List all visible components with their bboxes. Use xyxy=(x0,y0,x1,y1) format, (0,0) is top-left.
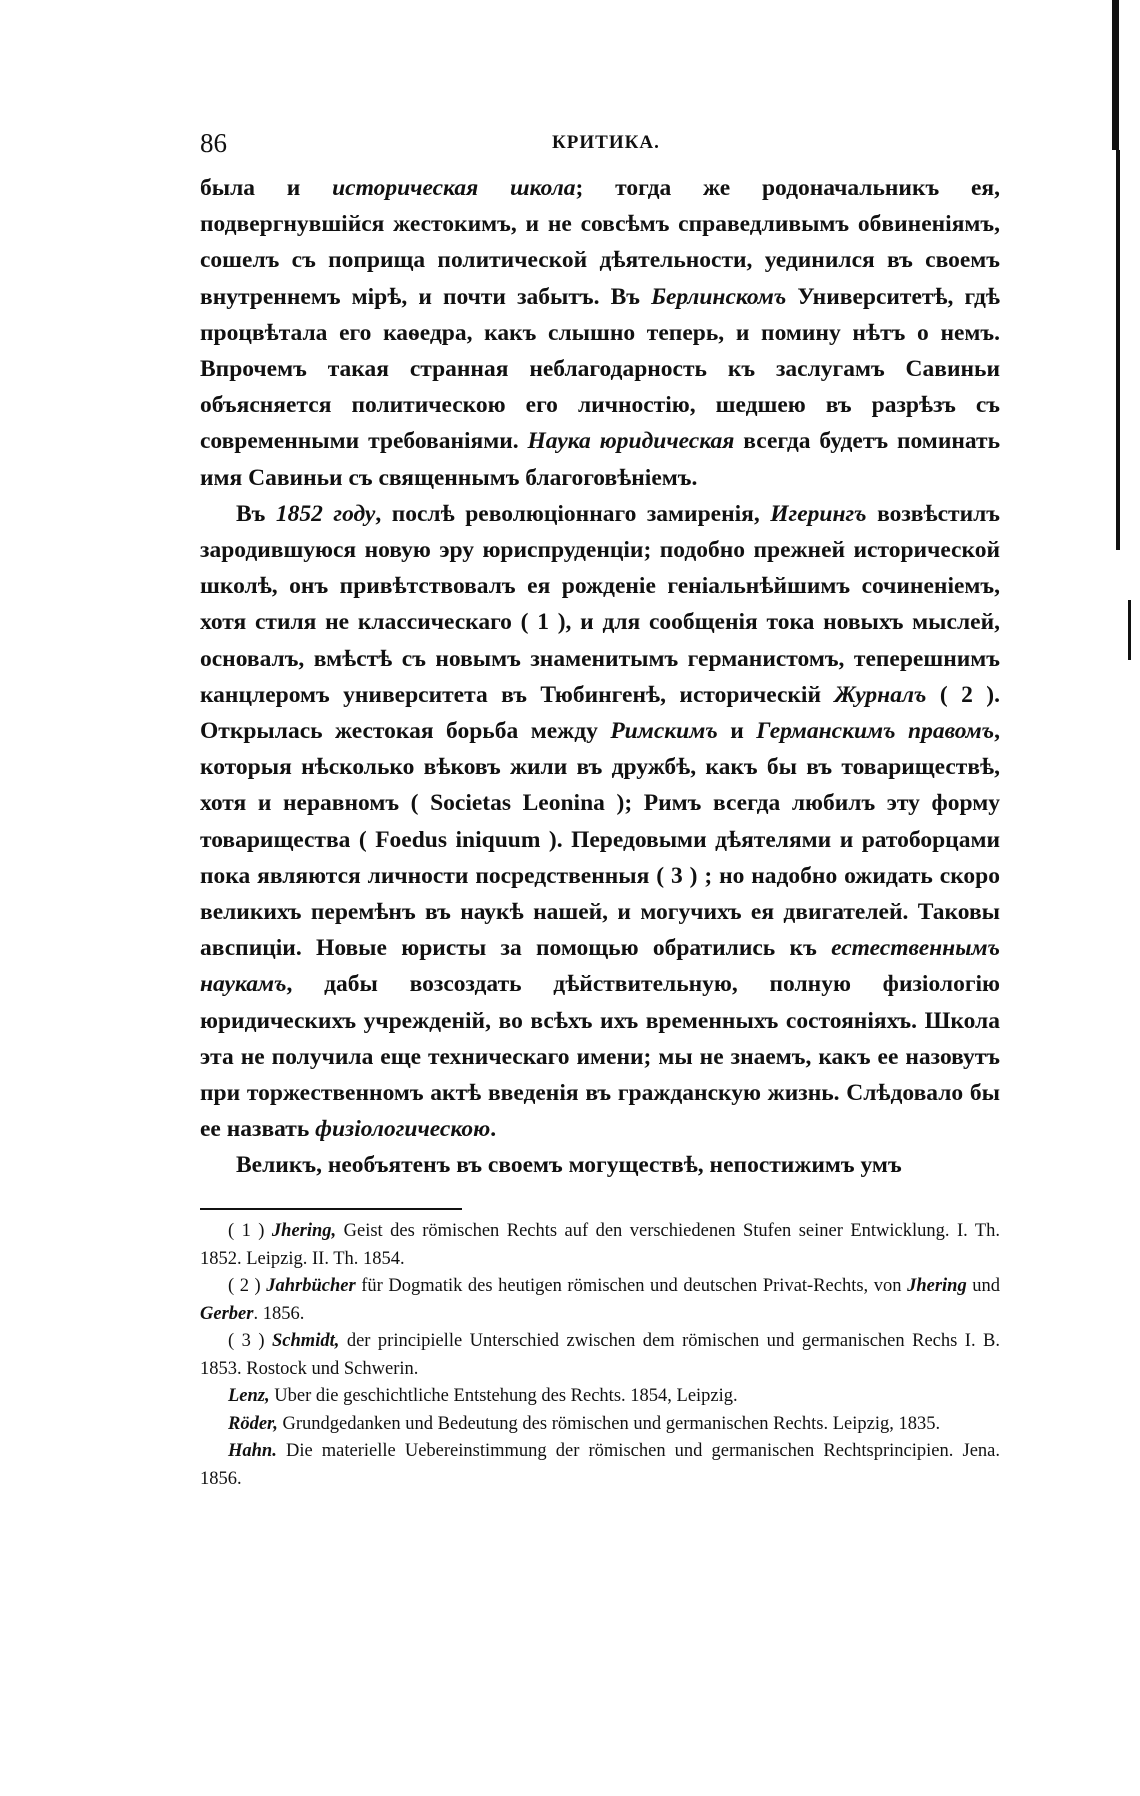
italic-run: Берлинскомъ xyxy=(651,283,787,310)
text-run: была и xyxy=(200,175,333,201)
footnote xyxy=(200,1383,1000,1411)
footnote-text: und xyxy=(966,1276,1001,1296)
footnote-author: Lenz, xyxy=(228,1386,270,1406)
footnote-text: . 1856. xyxy=(253,1303,305,1324)
footnote-author: Jahrbücher xyxy=(266,1276,356,1296)
text-run: , дабы возсоздать дѣйствительную, полную физіологію юридическихъ учрежденій, во всѣхъ ихъ временныхъ состояніяхъ. Школа эта не получила еще техническаго имени; мы не знаемъ, какъ ее назовутъ при торжественномъ актѣ введенія въ гражданскую жизнь. Слѣдовало бы ее назвать xyxy=(200,971,1000,1143)
italic-run: естественнымъ наукамъ xyxy=(200,935,1000,998)
text-run: Въ xyxy=(236,500,276,527)
paragraph xyxy=(200,170,1000,496)
scan-edge-mark xyxy=(1112,0,1119,150)
footnote-text: der principielle Unterschied zwischen dem römischen und germanischen Rechs I. B. 1853. Rostock und Schwerin. xyxy=(200,1331,1001,1379)
footnote-text: Uber die geschichtliche Entstehung des Rechts. 1854, Leipzig. xyxy=(269,1386,738,1406)
page-header xyxy=(200,128,1000,162)
text-run: , которыя нѣсколько вѣковъ жили въ дружбѣ, какъ бы въ товариществѣ, хотя и неравномъ ( Societas Leonina ); Римъ всегда любилъ эту форму товарищества ( Foedus iniquum ). Передовыми дѣятелями и ратоборцами пока являются личности посредственныя ( 3 ) ; но надобно ожидать скоро великихъ перемѣнъ въ наукѣ нашей, и могучихъ ея двигателей. Таковы авспиціи. Новые юристы за помощью обратились къ xyxy=(200,718,1000,962)
text-run: возвѣстилъ зародившуюся новую эру юриспруденціи; подобно прежней исторической школѣ, онъ привѣтствовалъ ея рожденіе геніальнѣйшимъ сочиненіемъ, хотя стиля не классическаго ( 1 ), и для сообщенія тока новыхъ мыслей, основалъ, вмѣстѣ съ новымъ знаменитымъ германистомъ, теперешнимъ канцлеромъ университета въ Тюбингенѣ, историческій xyxy=(200,500,1000,708)
footnote-mark: ( 2 ) xyxy=(228,1276,261,1296)
main-text xyxy=(200,170,1000,1184)
footnote xyxy=(200,1438,1000,1493)
italic-run: 1852 году xyxy=(275,500,376,527)
footnote-text: Geist des römischen Rechts auf den verschiedenen Stufen seiner Entwicklung. I. Th. 1852. Leipzig. II. Th. 1854. xyxy=(200,1221,1001,1269)
footnote-author: Röder, xyxy=(228,1413,278,1434)
footnote-author: Jhering xyxy=(907,1276,967,1296)
italic-run: Германскимъ правомъ xyxy=(756,718,995,745)
running-head: КРИТИКА. xyxy=(552,132,660,153)
text-run: Университетѣ, гдѣ процвѣтала его каѳедра, какъ слышно теперь, и помину нѣтъ о немъ. Впрочемъ такая странная неблагодарность къ заслугамъ Савиньи объясняется политическою его личностію, шедшею въ разрѣзъ съ современными требованіями. xyxy=(200,283,1000,455)
footnote-author: Jhering, xyxy=(271,1221,337,1241)
footnote-mark: ( 1 ) xyxy=(228,1221,265,1241)
footnote xyxy=(200,1411,1000,1439)
text-run: , послѣ революціоннаго замиренія, xyxy=(375,500,771,527)
footnote-author: Schmidt, xyxy=(272,1331,340,1351)
scan-edge-mark xyxy=(1128,600,1131,660)
text-run: всегда будетъ поминать имя Савиньи съ священнымъ благоговѣніемъ. xyxy=(200,428,1001,491)
footnote-author: Gerber xyxy=(200,1303,254,1324)
footnote xyxy=(200,1218,1000,1273)
text-run: и xyxy=(717,718,757,745)
scan-edge-mark xyxy=(1116,150,1120,550)
footnote-text: Die materielle Uebereinstimmung der römischen und germanischen Rechtsprincipien. Jena. 1856. xyxy=(200,1441,1000,1489)
footnote-author: Hahn. xyxy=(228,1441,277,1461)
italic-run: Игерингъ xyxy=(770,500,867,527)
footnote-text: für Dogmatik des heutigen römischen und deutschen Privat-Rechts, von xyxy=(355,1276,908,1296)
italic-run: физіологическою xyxy=(315,1116,491,1143)
footnotes xyxy=(200,1218,1000,1493)
italic-run: Римскимъ xyxy=(610,718,718,745)
paragraph: Великъ, необъятенъ въ своемъ могуществѣ, непостижимъ умъ xyxy=(236,1152,902,1179)
italic-run: Журналъ xyxy=(834,681,927,708)
italic-run: историческая школа xyxy=(332,175,576,201)
footnote-mark: ( 3 ) xyxy=(228,1331,265,1351)
text-run: . xyxy=(490,1116,497,1143)
text-run: ; тогда же родоначальникъ ея, подвергнувшійся жестокимъ, и не совсѣмъ справедливымъ обвиненіямъ, сошелъ съ поприща политической дѣятельности, уединился въ своемъ внутреннемъ мірѣ, и почти забытъ. Въ xyxy=(200,175,1000,310)
italic-run: Наука юридическая xyxy=(527,428,735,455)
footnote-text: Grundgedanken und Bedeutung des römischen und germanischen Rechts. Leipzig, 1835. xyxy=(277,1413,941,1434)
footnote xyxy=(200,1328,1000,1383)
text-run: ( 2 ). Открылась жестокая борьба между xyxy=(200,681,1000,745)
footnote-divider xyxy=(200,1208,462,1210)
page-number: 86 xyxy=(200,128,227,158)
paragraph xyxy=(200,496,1000,1148)
footnote xyxy=(200,1273,1000,1328)
